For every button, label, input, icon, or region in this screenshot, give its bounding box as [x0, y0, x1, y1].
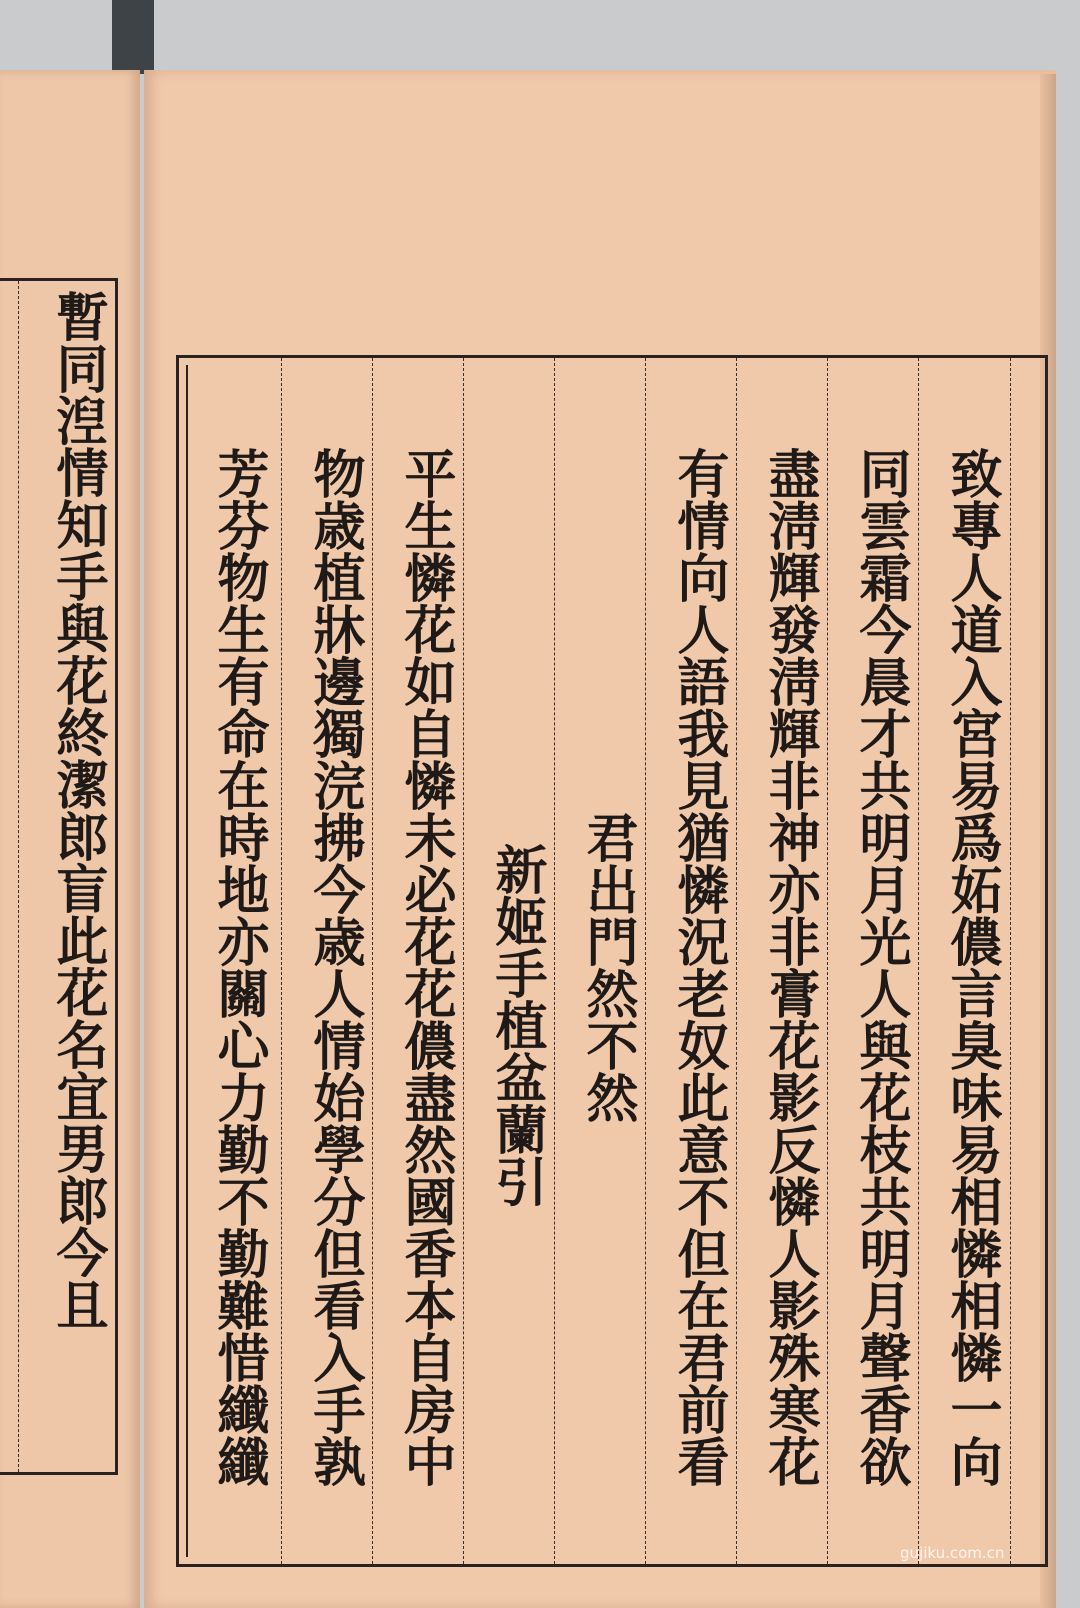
column-rule	[1010, 358, 1011, 1564]
column-rule	[372, 358, 373, 1564]
text-column-8: 物歳植牀邊獨浣拂今歳人情始學分但看入手孰	[304, 447, 365, 1487]
main-frame-inner-rule	[186, 365, 188, 1557]
column-rule	[554, 358, 555, 1564]
watermark: gujiku.com.cn	[900, 1544, 1005, 1562]
column-rule	[827, 358, 828, 1564]
text-column-title: 新姬手植盆蘭引	[486, 843, 547, 1207]
text-column-5: 君出門然不然	[577, 811, 638, 1123]
text-column-2: 同雲霜今晨才共明月光人與花枝共明月聲香欲	[850, 447, 911, 1487]
column-rule	[736, 358, 737, 1564]
binding-strip	[112, 0, 154, 74]
left-page-column: 暫同湼情知手與花終潔郎盲此花名宜男郎今且	[47, 290, 108, 1330]
text-column-4: 有情向人語我見猶憐況老奴此意不但在君前看	[668, 447, 729, 1487]
text-column-7: 平生憐花如自憐未必花花儂盡然國香本自房中	[395, 447, 456, 1487]
text-column-3: 盡淸輝發淸輝非神亦非膏花影反憐人影殊寒花	[759, 447, 820, 1487]
column-rule	[463, 358, 464, 1564]
column-rule	[918, 358, 919, 1564]
text-column-1: 致專人道入宮易爲妬儂言臭味易相憐相憐一向	[941, 447, 1002, 1487]
column-rule	[281, 358, 282, 1564]
text-column-9: 芳芬物生有命在時地亦關心力勤不勤難惜纖纖	[208, 447, 269, 1487]
column-rule	[645, 358, 646, 1564]
